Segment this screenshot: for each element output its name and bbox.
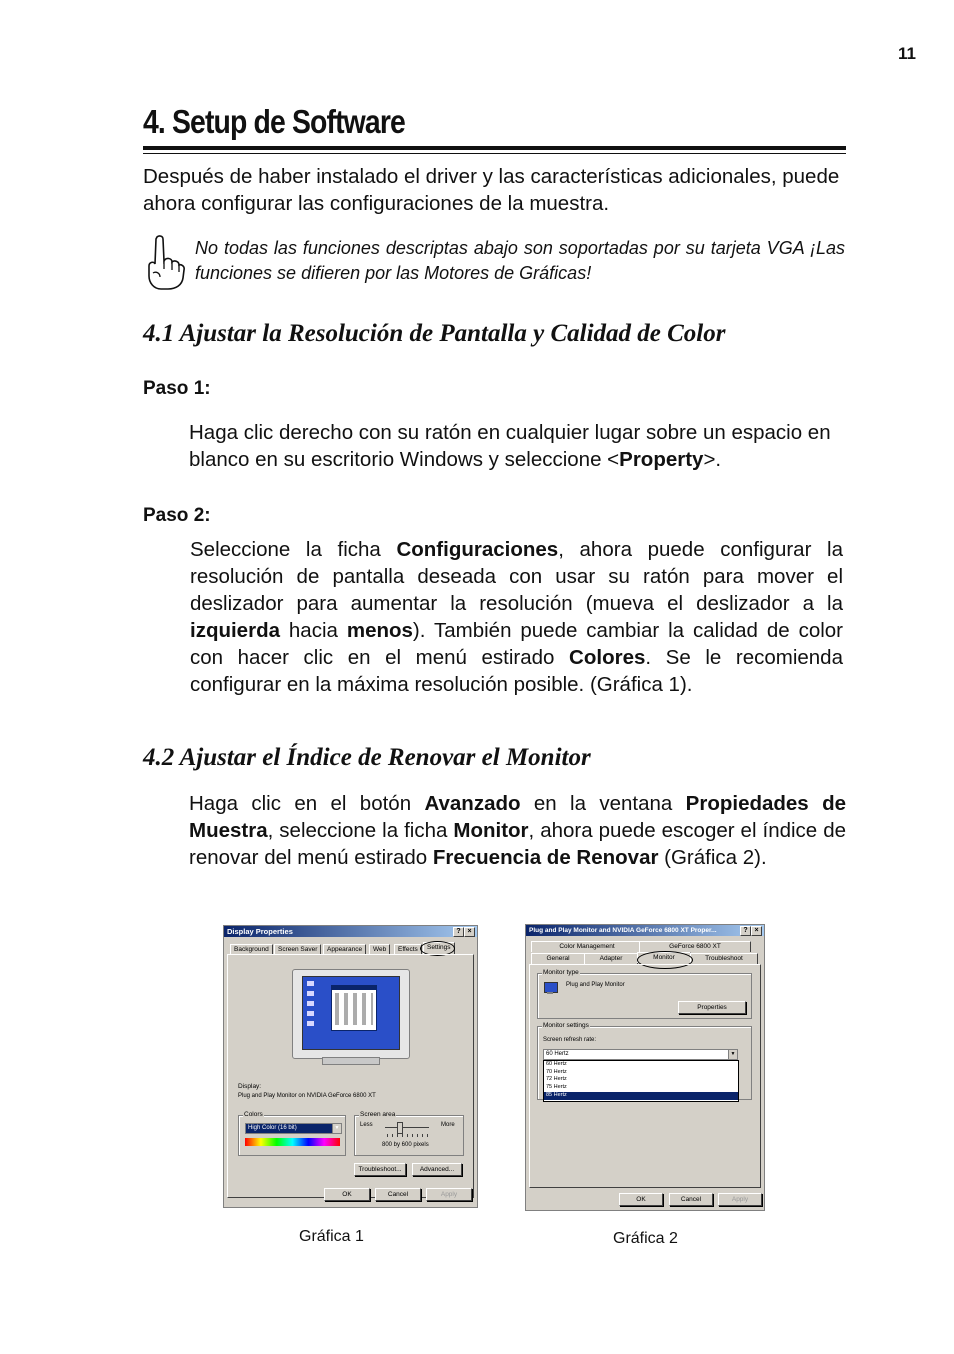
title-rule-thick — [143, 146, 846, 150]
monitor-properties-dialog — [525, 924, 765, 1211]
tab-appearance[interactable]: Appearance — [323, 944, 366, 955]
note-text: No todas las funciones descriptas abajo son soportadas por su tarjeta VGA ¡Las funciones se difieren por las Motores de Gráficas! — [195, 238, 845, 283]
cancel-button[interactable]: Cancel — [375, 1188, 421, 1201]
option-70hz[interactable]: 70 Hertz — [546, 1068, 567, 1075]
monitor-type-label: Monitor type — [543, 969, 579, 976]
title-bar — [224, 926, 477, 937]
resolution-slider-thumb[interactable] — [397, 1122, 403, 1134]
window-title: Plug and Play Monitor and NVIDIA GeForce 6800 XT Proper... — [529, 927, 717, 934]
resolution-slider-track[interactable] — [385, 1127, 429, 1128]
step1-label: Paso 1: — [143, 378, 211, 399]
ok-button[interactable]: OK — [619, 1193, 663, 1206]
monitor-type-group — [537, 969, 752, 1019]
slider-ticks — [387, 1134, 429, 1137]
page-title: 4. Setup de Software — [143, 103, 405, 140]
option-85hz[interactable]: 85 Hertz — [544, 1092, 738, 1100]
monitor-settings-label: Monitor settings — [543, 1022, 589, 1029]
section-4-1-heading: 4.1 Ajustar la Resolución de Pantalla y Calidad de Color — [143, 320, 726, 347]
pointing-hand-icon — [143, 233, 187, 291]
refresh-rate-dropdown[interactable]: 60 Hertz ▼ — [543, 1049, 738, 1060]
colors-group — [238, 1111, 346, 1156]
tab-background[interactable]: Background — [230, 944, 273, 955]
tab-screen-saver[interactable]: Screen Saver — [274, 944, 321, 955]
step1-text: Haga clic derecho con su ratón en cualquier lugar sobre un espacio en blanco en su escritorio Windows y seleccione <Property>. — [189, 421, 831, 471]
tab-effects[interactable]: Effects — [394, 944, 422, 955]
troubleshoot-button[interactable]: Troubleshoot... — [354, 1163, 406, 1176]
apply-button[interactable]: Apply — [718, 1193, 762, 1206]
window-title: Display Properties — [227, 927, 293, 936]
less-label: Less — [360, 1122, 373, 1128]
chevron-down-icon: ▼ — [332, 1124, 341, 1133]
more-label: More — [441, 1122, 455, 1128]
display-value: Plug and Play Monitor on NVIDIA GeForce 6800 XT — [238, 1093, 376, 1099]
screen-area-label: Screen area — [360, 1111, 396, 1118]
option-75hz[interactable]: 75 Hertz — [546, 1084, 567, 1091]
close-button[interactable]: × — [751, 926, 762, 936]
monitor-stand — [322, 1057, 380, 1065]
display-properties-dialog — [223, 925, 478, 1208]
colors-dropdown[interactable]: High Color (16 bit) ▼ — [245, 1123, 342, 1134]
title-rule-thin — [143, 153, 846, 154]
preview-window — [331, 985, 377, 1031]
step2-label: Paso 2: — [143, 505, 211, 526]
tab-web[interactable]: Web — [369, 944, 390, 955]
refresh-rate-label: Screen refresh rate: — [543, 1037, 597, 1043]
intro-paragraph: Después de haber instalado el driver y las características adicionales, puede ahora configurar las configuraciones de la muestra. — [143, 165, 840, 215]
tab-adapter[interactable]: Adapter — [584, 953, 638, 964]
tab-troubleshoot[interactable]: Troubleshoot — [690, 953, 758, 964]
apply-button[interactable]: Apply — [426, 1188, 472, 1201]
section-4-2-text: Haga clic en el botón Avanzado en la ventana Propiedades de Muestra, seleccione la ficha Monitor, ahora puede escoger el índice de renovar del menú estirado Frecuencia de Renovar (Gráfica 2). — [189, 792, 846, 869]
color-spectrum-bar — [245, 1138, 340, 1146]
desktop-preview — [302, 976, 400, 1050]
title-bar — [526, 925, 764, 936]
tab-monitor[interactable]: Monitor — [637, 952, 691, 963]
monitor-icon-stand — [547, 992, 553, 994]
monitor-settings-group — [537, 1022, 752, 1100]
ok-button[interactable]: OK — [324, 1188, 370, 1201]
monitor-name: Plug and Play Monitor — [566, 982, 625, 988]
desktop-icons — [307, 981, 314, 1031]
monitor-preview — [292, 969, 410, 1059]
properties-button[interactable]: Properties — [678, 1001, 746, 1014]
help-button[interactable]: ? — [740, 926, 751, 936]
page-number: 11 — [898, 44, 916, 63]
tab-color-management[interactable]: Color Management — [531, 941, 643, 952]
option-72hz[interactable]: 72 Hertz — [546, 1076, 567, 1083]
figure1-caption: Gráfica 1 — [299, 1228, 364, 1245]
advanced-button[interactable]: Advanced... — [412, 1163, 462, 1176]
help-button[interactable]: ? — [453, 927, 464, 937]
section-4-2-heading: 4.2 Ajustar el Índice de Renovar el Monitor — [143, 744, 591, 771]
step2-text: Seleccione la ficha Configuraciones, ahora puede configurar la resolución de pantalla deseada con usar su ratón para mover el deslizador para aumentar la resolución (mueva el deslizador a la izquierda hacia menos). También puede cambiar la calidad de color con hacer clic en el menú estirado Colores. Se le recomienda configurar en la máxima resolución posible. (Gráfica 1). — [190, 538, 844, 696]
screen-area-group — [354, 1111, 464, 1156]
tab-settings[interactable]: Settings — [423, 942, 455, 955]
display-label: Display: — [238, 1083, 262, 1090]
figure2-caption: Gráfica 2 — [613, 1230, 678, 1247]
close-button[interactable]: × — [464, 927, 475, 937]
refresh-rate-options-list — [543, 1060, 739, 1102]
tab-geforce[interactable]: GeForce 6800 XT — [639, 941, 751, 952]
tab-general[interactable]: General — [531, 953, 585, 964]
option-60hz[interactable]: 60 Hertz — [546, 1061, 567, 1067]
colors-label: Colors — [244, 1111, 263, 1118]
cancel-button[interactable]: Cancel — [669, 1193, 713, 1206]
chevron-down-icon: ▼ — [728, 1050, 737, 1059]
resolution-value: 800 by 600 pixels — [382, 1142, 429, 1148]
